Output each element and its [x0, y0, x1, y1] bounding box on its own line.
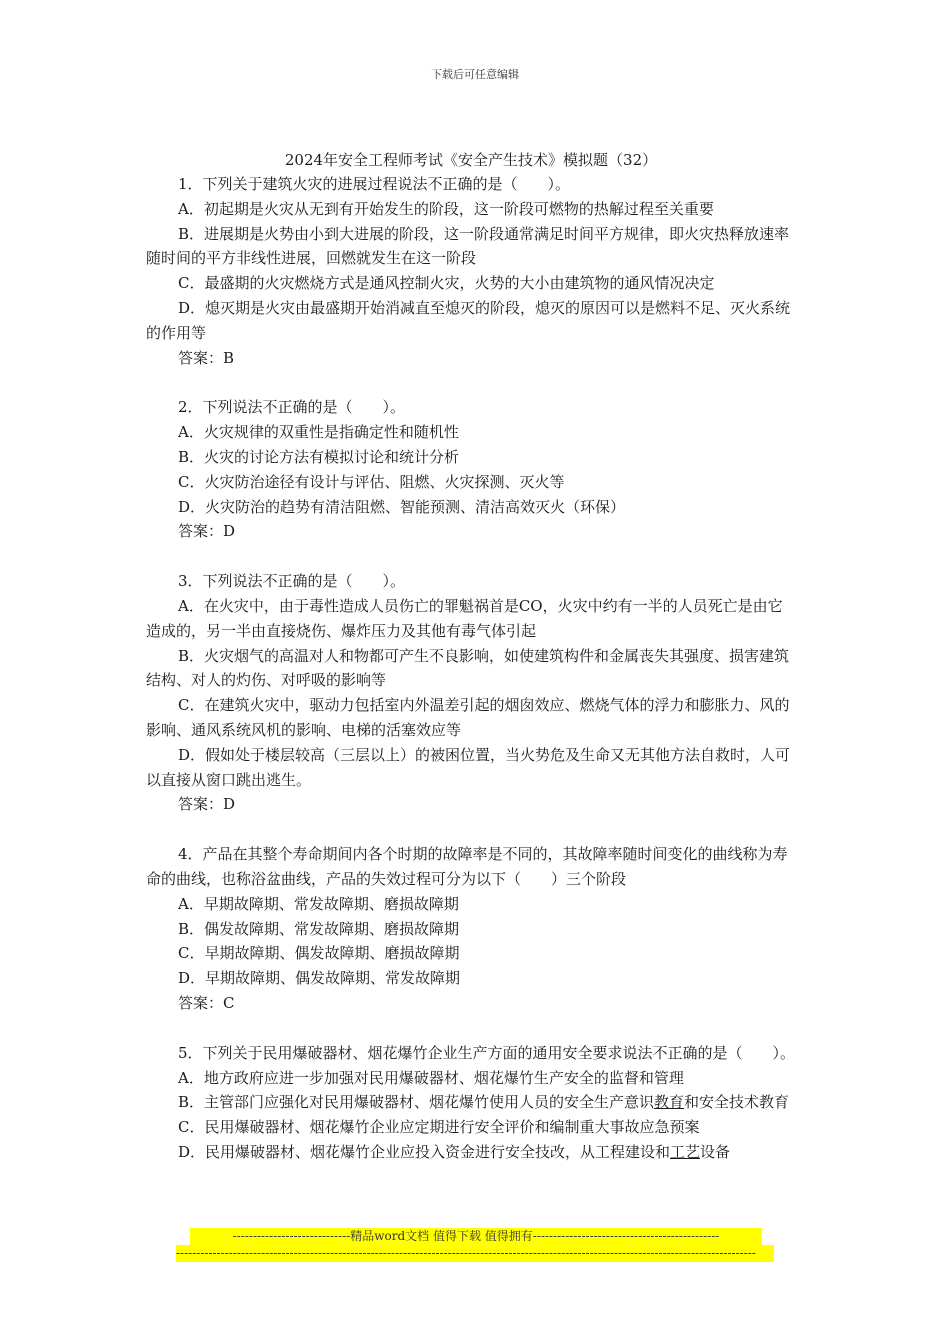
option-c: C．早期故障期、偶发故障期、磨损故障期	[178, 944, 460, 963]
option-b: B．偶发故障期、常发故障期、磨损故障期	[178, 919, 460, 938]
answer: 答案：D	[178, 795, 236, 814]
answer: 答案：D	[178, 522, 236, 541]
answer: 答案：B	[178, 348, 235, 367]
question-4	[146, 842, 796, 1016]
question-5	[146, 1041, 796, 1165]
question-stem: 5．下列关于民用爆破器材、烟花爆竹企业生产方面的通用安全要求说法不正确的是（ ）。	[178, 1043, 796, 1062]
question-2	[146, 395, 796, 544]
option-b	[146, 1090, 796, 1115]
question-stem: 3．下列说法不正确的是（ ）。	[178, 572, 406, 591]
option-b: B．进展期是火势由小到大进展的阶段，这一阶段通常满足时间平方规律，即火灾热释放速率随时间的平方非线性进展，回燃就发生在这一阶段	[146, 224, 790, 268]
option-d: D．火灾防治的趋势有清洁阻燃、智能预测、清洁高效灭火（环保）	[178, 497, 626, 516]
link-jiaoyu[interactable]: 教育	[654, 1093, 685, 1112]
question-3	[146, 569, 796, 817]
option-c: C．火灾防治途径有设计与评估、阻燃、火灾探测、灭火等	[178, 472, 565, 491]
page-footer	[176, 1228, 774, 1262]
document-body	[146, 148, 796, 1190]
footer-banner: -----------------------------精品word文档 值得下载 值得拥有----------------------------------------------	[190, 1228, 762, 1245]
option-d: D．假如处于楼层较高（三层以上）的被困位置，当火势危及生命又无其他方法自救时，人可以直接从窗口跳出逃生。	[146, 745, 791, 789]
option-a: A．早期故障期、常发故障期、磨损故障期	[178, 894, 459, 913]
option-c: C．民用爆破器材、烟花爆竹企业应定期进行安全评价和编制重大事故应急预案	[178, 1118, 700, 1137]
option-c: C．最盛期的火灾燃烧方式是通风控制火灾，火势的大小由建筑物的通风情况决定	[178, 274, 715, 293]
option-b: B．火灾烟气的高温对人和物都可产生不良影响，如使建筑构件和金属丧失其强度、损害建筑结构、对人的灼伤、对呼吸的影响等	[146, 646, 790, 690]
option-d-text: D．民用爆破器材、烟花爆竹企业应投入资金进行安全技改，从工程建设和	[178, 1142, 671, 1161]
option-d: D．熄灭期是火灾由最盛期开始消减直至熄灭的阶段，熄灭的原因可以是燃料不足、灭火系统的作用等	[146, 298, 791, 342]
option-a: A．初起期是火灾从无到有开始发生的阶段，这一阶段可燃物的热解过程至关重要	[178, 199, 714, 218]
question-stem: 4．产品在其整个寿命期间内各个时期的故障率是不同的，其故障率随时间变化的曲线称为寿命的曲线，也称浴盆曲线，产品的失效过程可分为以下（ ）三个阶段	[146, 845, 788, 888]
question-1	[146, 172, 796, 370]
document-title: 2024年安全工程师考试《安全产生技术》模拟题（32）	[284, 151, 658, 169]
footer-rule: -----------------------------------------------------------------------------------------------------------------------------------------------	[176, 1245, 774, 1262]
option-b-text: B．主管部门应强化对民用爆破器材、烟花爆竹使用人员的安全生产意识	[178, 1093, 655, 1112]
option-a: A．在火灾中，由于毒性造成人员伤亡的罪魁祸首是CO，火灾中约有一半的人员死亡是由它造成的，另一半由直接烧伤、爆炸压力及其他有毒气体引起	[146, 596, 783, 640]
option-b-text-end: 和安全技术教育	[684, 1093, 790, 1112]
option-d-text-end: 设备	[700, 1142, 731, 1161]
page-header: 下载后可任意编辑	[431, 68, 519, 81]
option-c: C．在建筑火灾中，驱动力包括室内外温差引起的烟囱效应、燃烧气体的浮力和膨胀力、风的影响、通风系统风机的影响、电梯的活塞效应等	[146, 696, 790, 739]
option-b: B．火灾的讨论方法有模拟讨论和统计分析	[178, 447, 460, 466]
option-a: A．地方政府应进一步加强对民用爆破器材、烟花爆竹生产安全的监督和管理	[178, 1068, 684, 1087]
link-gongyi[interactable]: 工艺	[670, 1142, 701, 1161]
option-a: A．火灾规律的双重性是指确定性和随机性	[178, 423, 459, 442]
option-d: D．早期故障期、偶发故障期、常发故障期	[178, 969, 461, 988]
option-d	[146, 1140, 796, 1165]
answer: 答案：C	[178, 993, 235, 1012]
question-stem: 1．下列关于建筑火灾的进展过程说法不正确的是（ ）。	[178, 175, 571, 193]
question-stem: 2．下列说法不正确的是（ ）。	[178, 398, 406, 417]
